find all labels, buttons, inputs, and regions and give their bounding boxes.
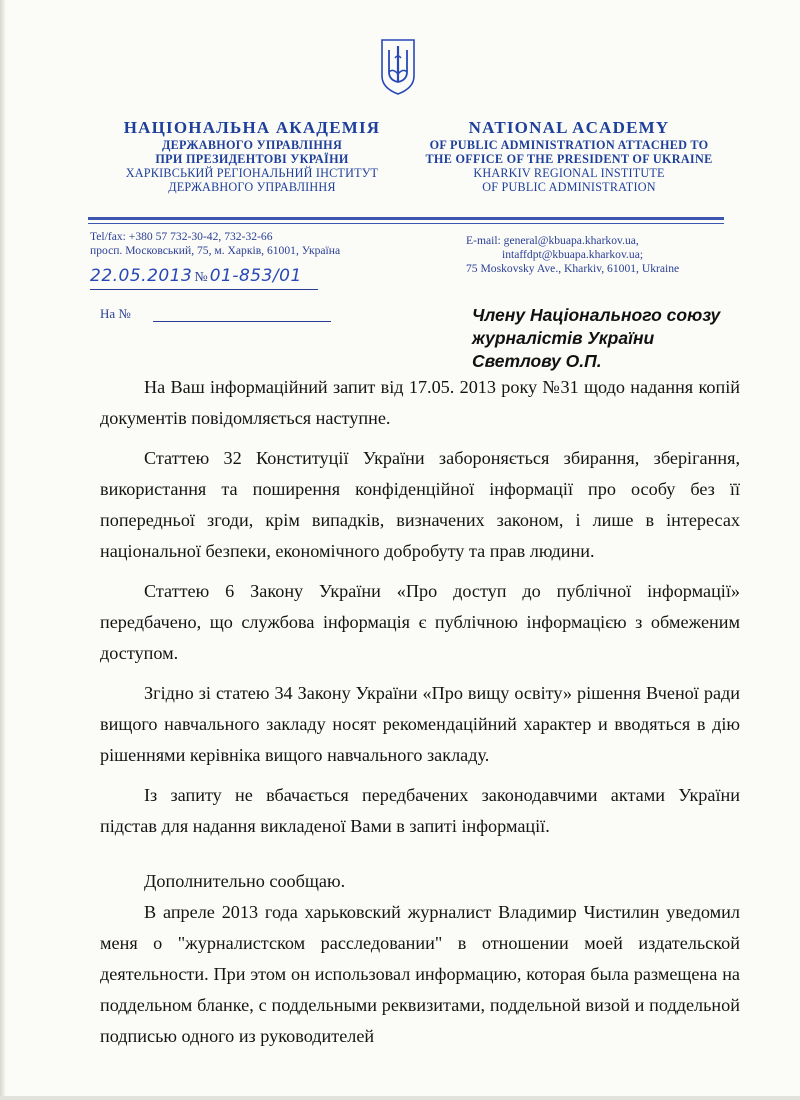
trident-coat-of-arms-icon	[380, 38, 416, 96]
paragraph: В апреле 2013 года харьковский журналист Владимир Чистилин уведомил меня о "журналистском расследовании" в отношении моей издательской деятельности. При этом он использовал информацию, которая была размещена на поддельном бланке, с поддельными реквизитами, поддельной визой и поддельной подписью одного из руководителей	[100, 902, 740, 1046]
addressee-line2: журналістів України	[472, 328, 655, 348]
reference-number	[100, 306, 331, 322]
letterhead-en-title: NATIONAL ACADEMY	[468, 118, 670, 137]
letterhead-en-line4: OF PUBLIC ADMINISTRATION	[482, 180, 656, 194]
outgoing-ref-number: 01-853/01	[209, 266, 302, 286]
address-en: 75 Moskovsky Ave., Kharkiv, 61001, Ukraine	[466, 262, 680, 275]
email-general: E-mail: general@kbuapa.kharkov.ua,	[466, 234, 639, 247]
address-ua: просп. Московський, 75, м. Харків, 61001, Україна	[90, 244, 341, 257]
scan-edge-shadow	[0, 0, 6, 1100]
reference-blank-line	[153, 321, 331, 322]
contacts-en	[466, 234, 766, 276]
letterhead-ua-line1: ДЕРЖАВНОГО УПРАВЛІННЯ	[161, 138, 343, 152]
paragraph: Із запиту не вбачається передбачених законодавчими актами України підстав для надання викладеної Вами в запиті інформації.	[100, 785, 740, 836]
scan-edge-bottom	[0, 1096, 800, 1100]
letterhead-ua-line3: ХАРКІВСЬКИЙ РЕГІОНАЛЬНИЙ ІНСТИТУТ	[125, 166, 379, 180]
paragraph: Статтею 6 Закону України «Про доступ до публічної інформації» передбачено, що службова інформація є публічною інформацією з обмеженим доступом.	[100, 581, 740, 663]
letterhead-en-line3: KHARKIV REGIONAL INSTITUTE	[473, 166, 665, 180]
letter-body	[100, 372, 740, 1052]
addressee-line1: Члену Національного союзу	[472, 305, 721, 325]
addressee-line3: Светлову О.П.	[472, 351, 602, 371]
email-intaffdpt: intaffdpt@kbuapa.kharkov.ua;	[502, 248, 644, 261]
letterhead-ua-line2: ПРИ ПРЕЗИДЕНТОВІ УКРАЇНИ	[155, 152, 349, 166]
number-sign: №	[194, 270, 208, 285]
letterhead-ua-line4: ДЕРЖАВНОГО УПРАВЛІННЯ	[168, 180, 336, 194]
letterhead-ua-title: НАЦІОНАЛЬНА АКАДЕМІЯ	[123, 118, 381, 137]
letterhead-divider	[88, 217, 724, 220]
addressee-block	[472, 304, 782, 373]
contacts-ua	[90, 230, 410, 258]
letterhead-en-line2: THE OFFICE OF THE PRESIDENT OF UKRAINE	[425, 152, 713, 166]
outgoing-underline	[90, 289, 318, 290]
reference-label: На №	[100, 306, 131, 321]
paragraph: На Ваш інформаційний запит від 17.05. 2013 року №31 щодо надання копій документів повідомляється наступне.	[100, 377, 740, 428]
letterhead-en	[410, 118, 728, 194]
letterhead-divider-thin	[88, 223, 724, 224]
letterhead-ua	[102, 118, 402, 194]
paragraph: Згідно зі статею 34 Закону України «Про вищу освіту» рішення Вченої ради вищого навчального закладу носят рекомендаційний характер и вводяться в дію рішеннями керівніка вищого навчального закладу.	[100, 683, 740, 765]
paragraph: Статтею 32 Конституції України забороняється збирання, зберігання, використання та поширення конфіденційної інформації про особу без її попередньої згоди, крім випадків, визначених законом, і лише в інтересах національної безпеки, економічного добробуту та прав людини.	[100, 448, 740, 561]
outgoing-date: 22.05.2013	[90, 266, 193, 286]
paragraph: Дополнительно сообщаю.	[144, 871, 346, 891]
phone-fax: Tel/fax: +380 57 732-30-42, 732-32-66	[90, 230, 273, 243]
outgoing-number	[90, 266, 302, 292]
letterhead-en-line1: OF PUBLIC ADMINISTRATION ATTACHED TO	[429, 138, 709, 152]
